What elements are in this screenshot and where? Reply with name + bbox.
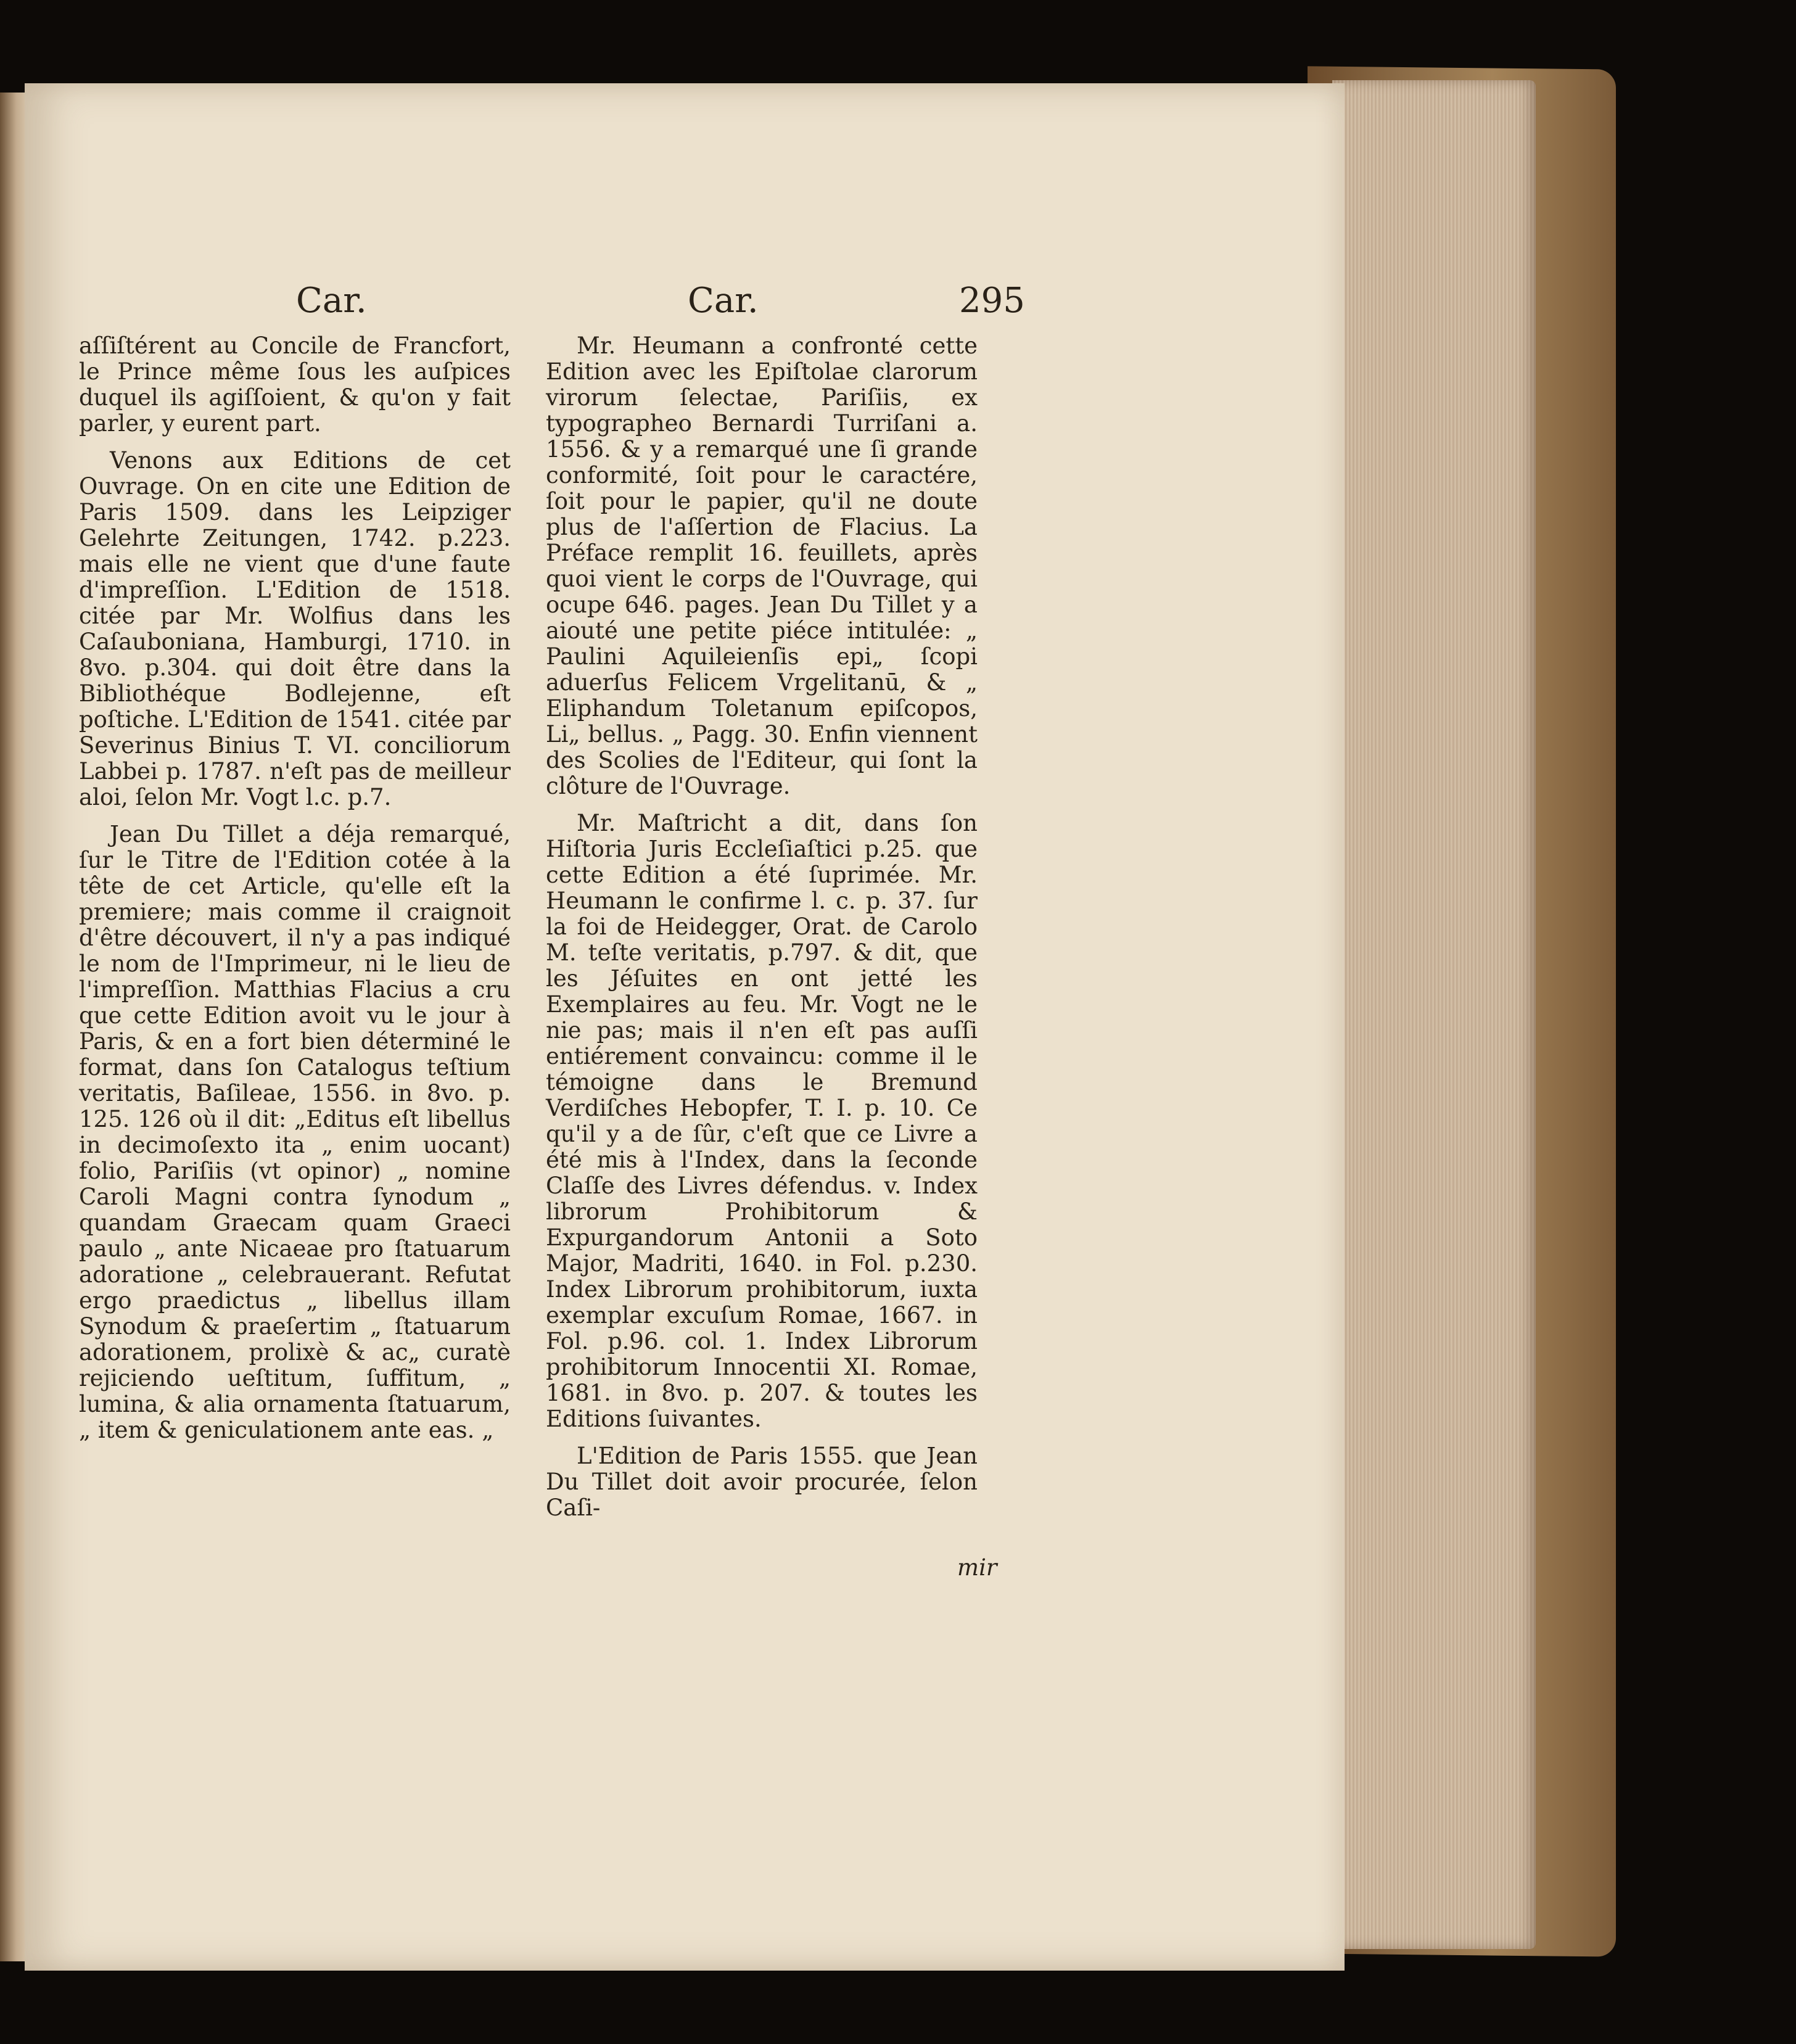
right-column — [546, 333, 978, 1532]
previous-page-edge — [0, 93, 27, 1961]
paragraph: L'Edition de Paris 1555. que Jean Du Tillet doit avoir procurée, ſelon Caſi- — [546, 1443, 978, 1521]
center-running-head: Car. — [688, 281, 759, 321]
paragraph: Mr. Heumann a confronté cette Edition avec les Epiſtolae clarorum virorum ſelectae, Pariſiis, ex typographeo Bernardi Turriſani a. 1556. & y a remarqué une ſi grande conformité, ſoit pour le caractére, ſoit pour le papier, qu'il ne doute plus de l'aſſertion de Flacius. La Préface remplit 16. feuillets, après quoi vient le corps de l'Ouvrage, qui ocupe 646. pages. Jean Du Tillet y a aiouté une petite piéce intitulée: „ Paulini Aquileienſis epi„ ſcopi aduerſus Felicem Vrgelitanū, & „ Eliphandum Toletanum epiſcopos, Li„ bellus. „ Pagg. 30. Enfin viennent des Scolies de l'Editeur, qui ſont la clôture de l'Ouvrage. — [546, 332, 978, 799]
catchword: mir — [957, 1554, 997, 1581]
paragraph: aſſiſtérent au Concile de Francfort, le Prince même ſous les auſpices duquel ils agiſſoient, & qu'on y fait parler, y eurent part. — [79, 332, 511, 437]
paragraph: Mr. Maſtricht a dit, dans ſon Hiſtoria Juris Eccleſiaſtici p.25. que cette Edition a été ſuprimée. Mr. Heumann le confirme l. c. p. 37. ſur la foi de Heidegger, Orat. de Carolo M. teſte veritatis, p.797. & dit, que les Jéſuites en ont jetté les Exemplaires au feu. Mr. Vogt ne le nie pas; mais il n'en eſt pas auſſi entiérement convaincu: comme il le témoigne dans le Bremund Verdiſches Hebopfer, T. I. p. 10. Ce qu'il y a de ſûr, c'eſt que ce Livre a été mis à l'Index, dans la ſeconde Claſſe des Livres défendus. v. Index librorum Prohibitorum & Expurgandorum Antonii a Soto Major, Madriti, 1640. in Fol. p.230. Index Librorum prohibitorum, iuxta exemplar excuſum Romae, 1667. in Fol. p.96. col. 1. Index Librorum prohibitorum Innocentii XI. Romae, 1681. in 8vo. p. 207. & toutes les Editions ſuivantes. — [546, 810, 978, 1432]
page-number: 295 — [959, 281, 1025, 321]
left-running-head: Car. — [296, 281, 367, 321]
page-fore-edge — [1332, 80, 1536, 1949]
paragraph: Venons aux Editions de cet Ouvrage. On en cite une Edition de Paris 1509. dans les Leipziger Gelehrte Zeitungen, 1742. p.223. mais elle ne vient que d'une faute d'impreſſion. L'Edition de 1518. citée par Mr. Wolfius dans les Caſauboniana, Hamburgi, 1710. in 8vo. p.304. qui doit être dans la Bibliothéque Bodlejenne, eſt poſtiche. L'Edition de 1541. citée par Severinus Binius T. VI. conciliorum Labbei p. 1787. n'eſt pas de meilleur aloi, ſelon Mr. Vogt l.c. p.7. — [79, 447, 511, 810]
paragraph: Jean Du Tillet a déja remarqué, ſur le Titre de l'Edition cotée à la tête de cet Article, qu'elle eſt la premiere; mais comme il craignoit d'être découvert, il n'y a pas indiqué le nom de l'Imprimeur, ni le lieu de l'impreſſion. Matthias Flacius a cru que cette Edition avoit vu le jour à Paris, & en a fort bien déterminé le format, dans ſon Catalogus teſtium veritatis, Baſileae, 1556. in 8vo. p. 125. 126 où il dit: „Editus eſt libellus in decimoſexto ita „ enim uocant) folio, Pariſiis (vt opinor) „ nomine Caroli Magni contra ſynodum „ quandam Graecam quam Graeci paulo „ ante Nicaeae pro ſtatuarum adoratione „ celebrauerant. Refutat ergo praedictus „ libellus illam Synodum & praeſertim „ ſtatuarum adorationem, prolixè & ac„ curatè rejiciendo ueſtitum, ſuffitum, „ lumina, & alia ornamenta ſtatuarum, „ item & geniculationem ante eas. „ — [79, 821, 511, 1443]
left-column — [79, 333, 511, 1454]
